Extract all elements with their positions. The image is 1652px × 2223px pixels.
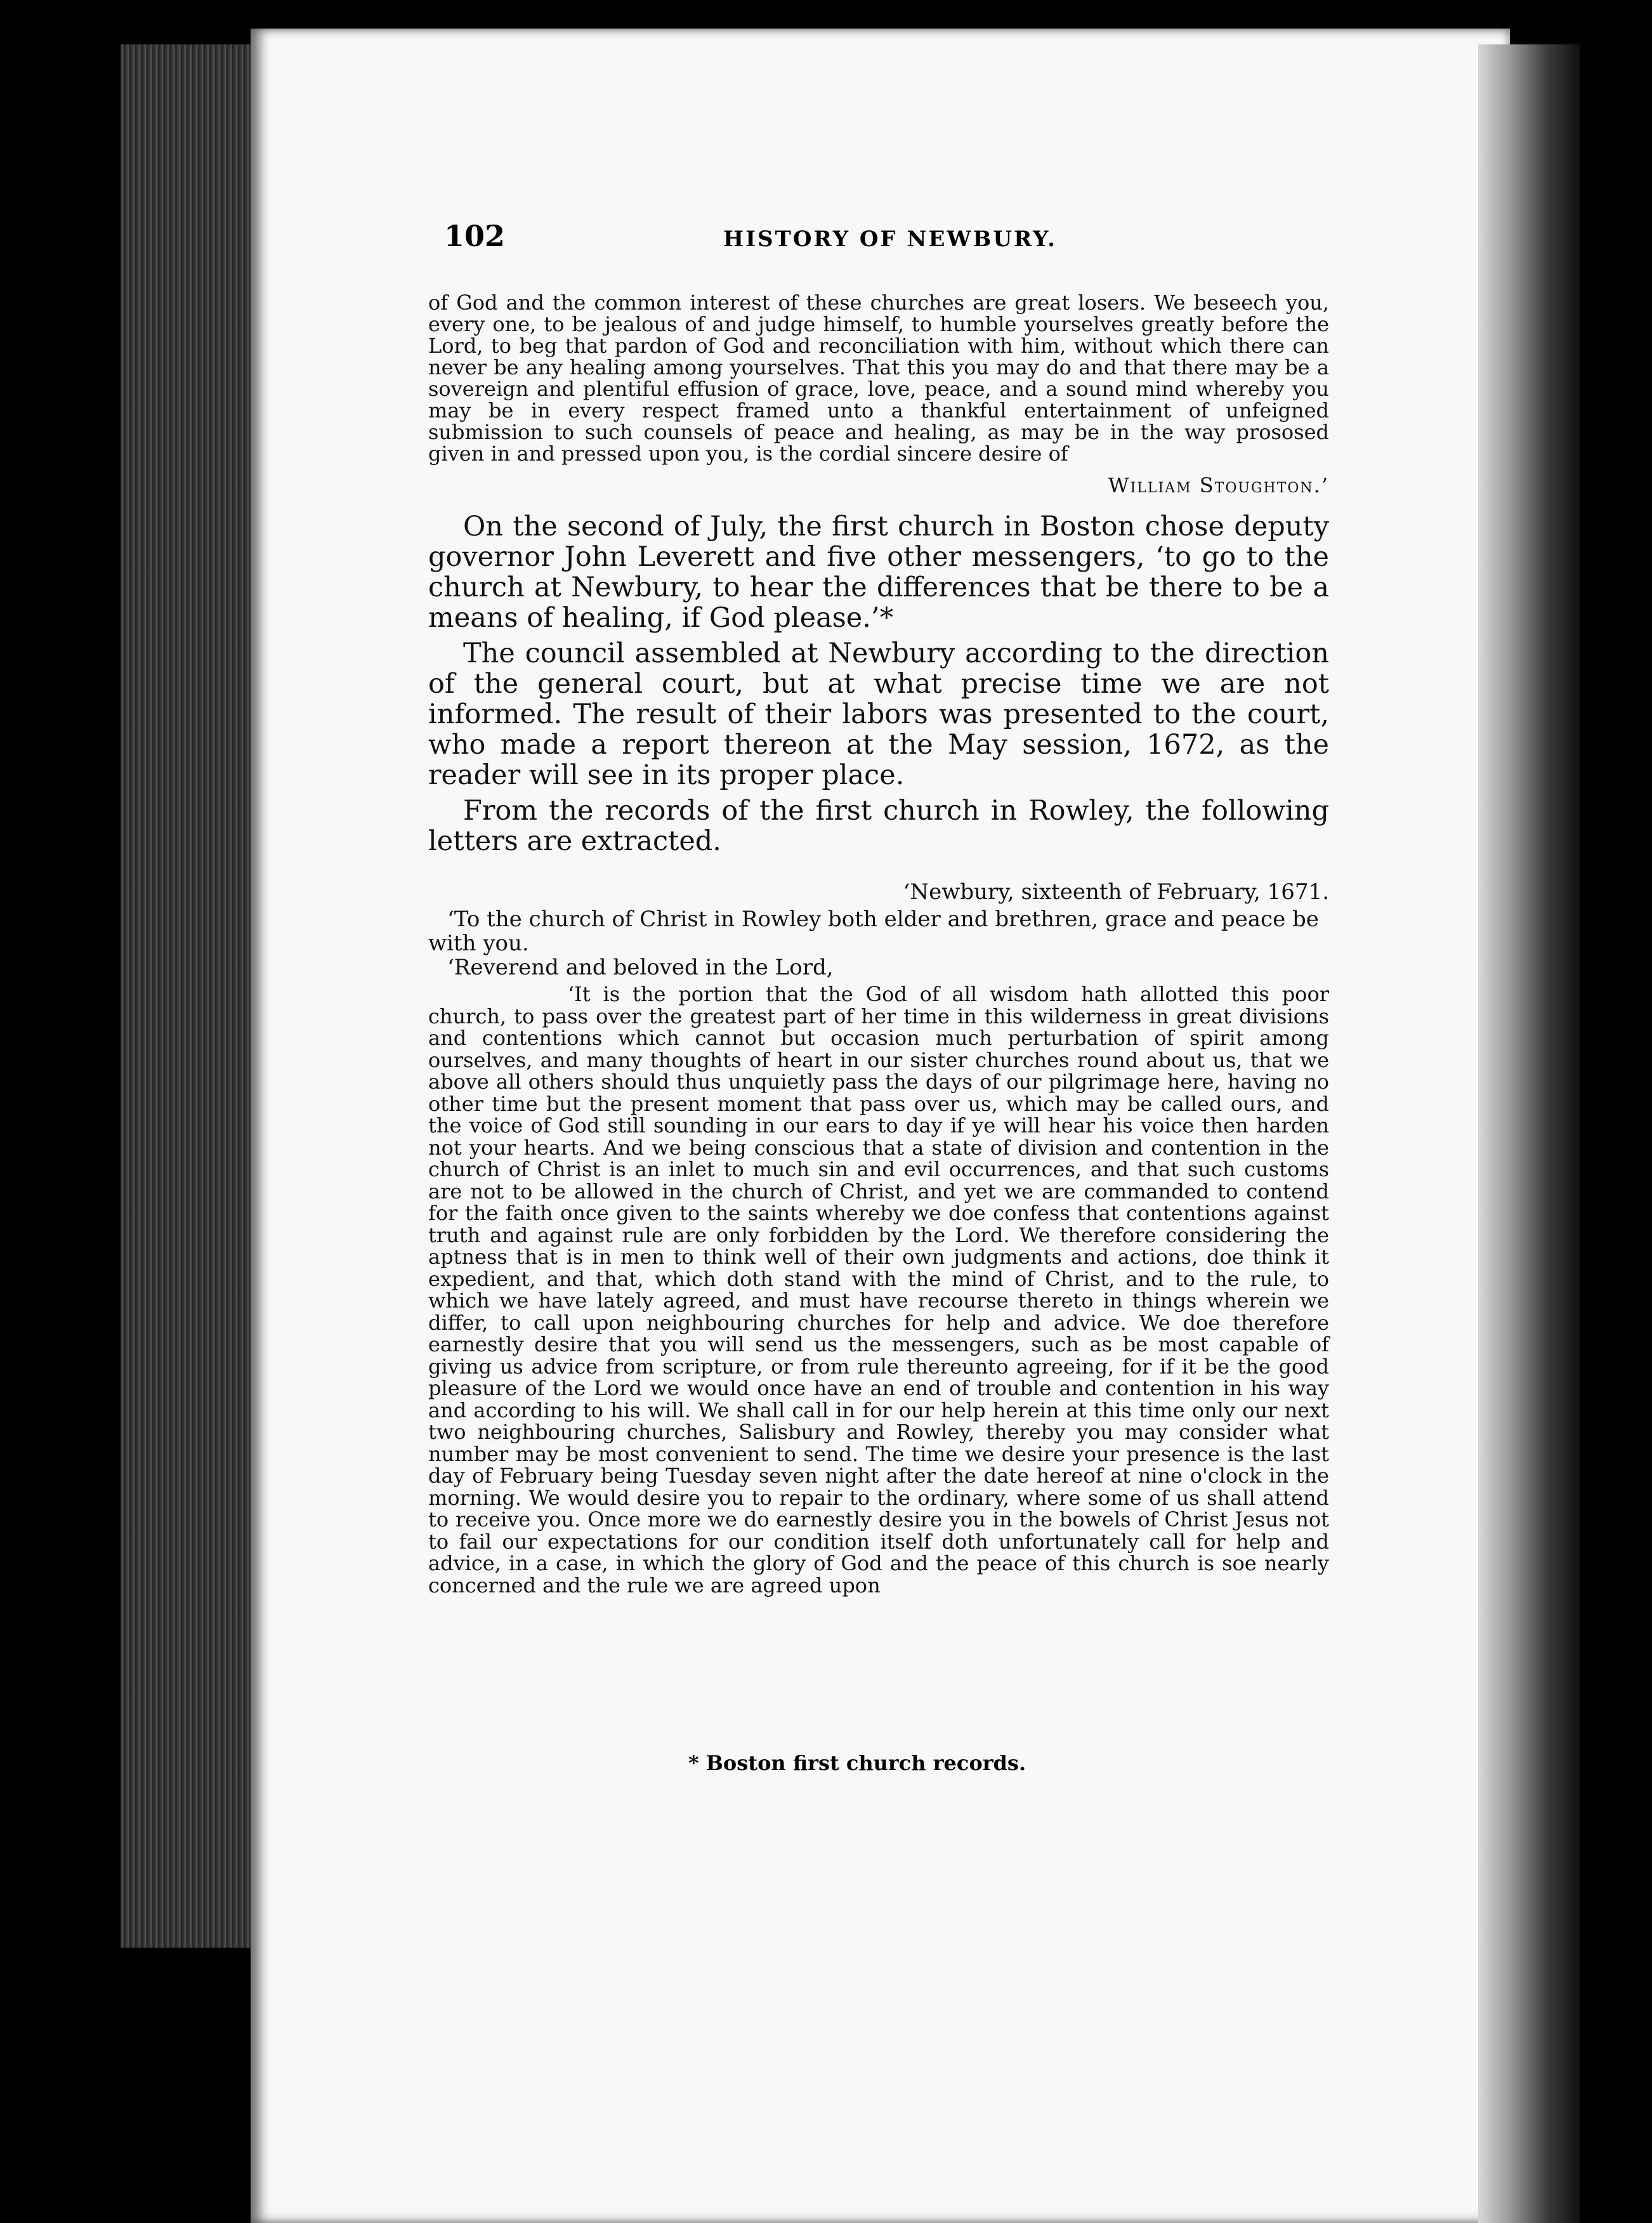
continuation-block (428, 292, 1329, 464)
book-edge (121, 44, 266, 1948)
page-header (444, 219, 1332, 263)
footnote: * Boston first church records. (688, 1751, 1026, 1775)
signature: William Stoughton.’ (1108, 473, 1329, 497)
page-number: 102 (444, 219, 506, 253)
running-head: HISTORY OF NEWBURY. (723, 226, 1057, 252)
paragraph-boston-church: On the second of July, the first church in Boston chose deputy governor John Leverett and five other messengers, ‘to go to the church at Newbury, to hear the differences that be there to be a means of healing, if God please.’* (428, 511, 1329, 634)
letter (428, 879, 1329, 1596)
page-gutter-shadow (1478, 44, 1580, 2223)
paragraph-rowley-records: From the records of the first church in Rowley, the following letters are extracted. (428, 795, 1329, 857)
main-paragraphs (428, 511, 1329, 856)
page-content (428, 292, 1329, 1596)
letter-greeting: ‘Reverend and beloved in the Lord, (447, 955, 834, 980)
letter-body: ‘It is the portion that the God of all wisdom hath allotted this poor church, to pass over the greatest part of her time in this wilderness in great divisions and contentions which cannot but occasion much perturbation of spirit among ourselves, and many thoughts of heart in our sister churches round about us, that we above all others should thus unquietly pass the days of our pilgrimage here, having no other time but the present moment that pass over us, which may be called ours, and the voice of God still sounding in our ears to day if ye will hear his voice then harden not your hearts. And we being conscious that a state of division and contention in the church of Christ is an inlet to much sin and evil occurrences, and that such customs are not to be allowed in the church of Christ, and yet we are commanded to contend for the faith once given to the saints whereby we doe confess that contentions against truth and against rule are only forbidden by the Lord. We therefore considering the aptness that is in men to think well of their own judgments and actions, doe think it expedient, and that, which doth stand with the mind of Christ, and to the rule, to which we have lately agreed, and must have recourse thereto in things wherein we differ, to call upon neighbouring churches for help and advice. We doe therefore earnestly desire that you will send us the messengers, such as be most capable of giving us advice from scripture, or from rule thereunto agreeing, for if it be the good pleasure of the Lord we would once have an end of trouble and contention in his way and according to his will. We shall call in for our help herein at this time only our next two neighbouring churches, Salisbury and Rowley, thereby you may consider what number may be most convenient to send. The time we desire your presence is the last day of February being Tuesday seven night after the date hereof at nine o'clock in the morning. We would desire you to repair to the ordinary, where some of us shall attend to receive you. Once more we do earnestly desire you in the bowels of Christ Jesus not to fail our expectations for our condition itself doth unfortunately call for help and advice, in a case, in which the glory of God and the peace of this church is soe nearly concerned and the rule we are agreed upon (428, 982, 1329, 1597)
letter-address: ‘To the church of Christ in Rowley both elder and brethren, grace and peace be with you. (428, 907, 1319, 956)
paragraph-council: The council assembled at Newbury according to the direction of the general court, but at what precise time we are not informed. The result of their labors was presented to the court, who made a report thereon at the May session, 1672, as the reader will see in its proper place. (428, 638, 1329, 791)
letter-date: ‘Newbury, sixteenth of February, 1671. (903, 879, 1329, 905)
continuation-text: of God and the common interest of these churches are great losers. We beseech you, every one, to be jealous of and judge himself, to humble yourselves greatly before the Lord, to beg that pardon of God and reconciliation with him, without which there can never be any healing among yourselves. That this you may do and that there may be a sovereign and plentiful effusion of grace, love, peace, and a sound mind whereby you may be in every respect framed unto a thankful entertainment of unfeigned submission to such counsels of peace and healing, as may be in the way prososed given in and pressed upon you, is the cordial sincere desire of (428, 291, 1329, 466)
